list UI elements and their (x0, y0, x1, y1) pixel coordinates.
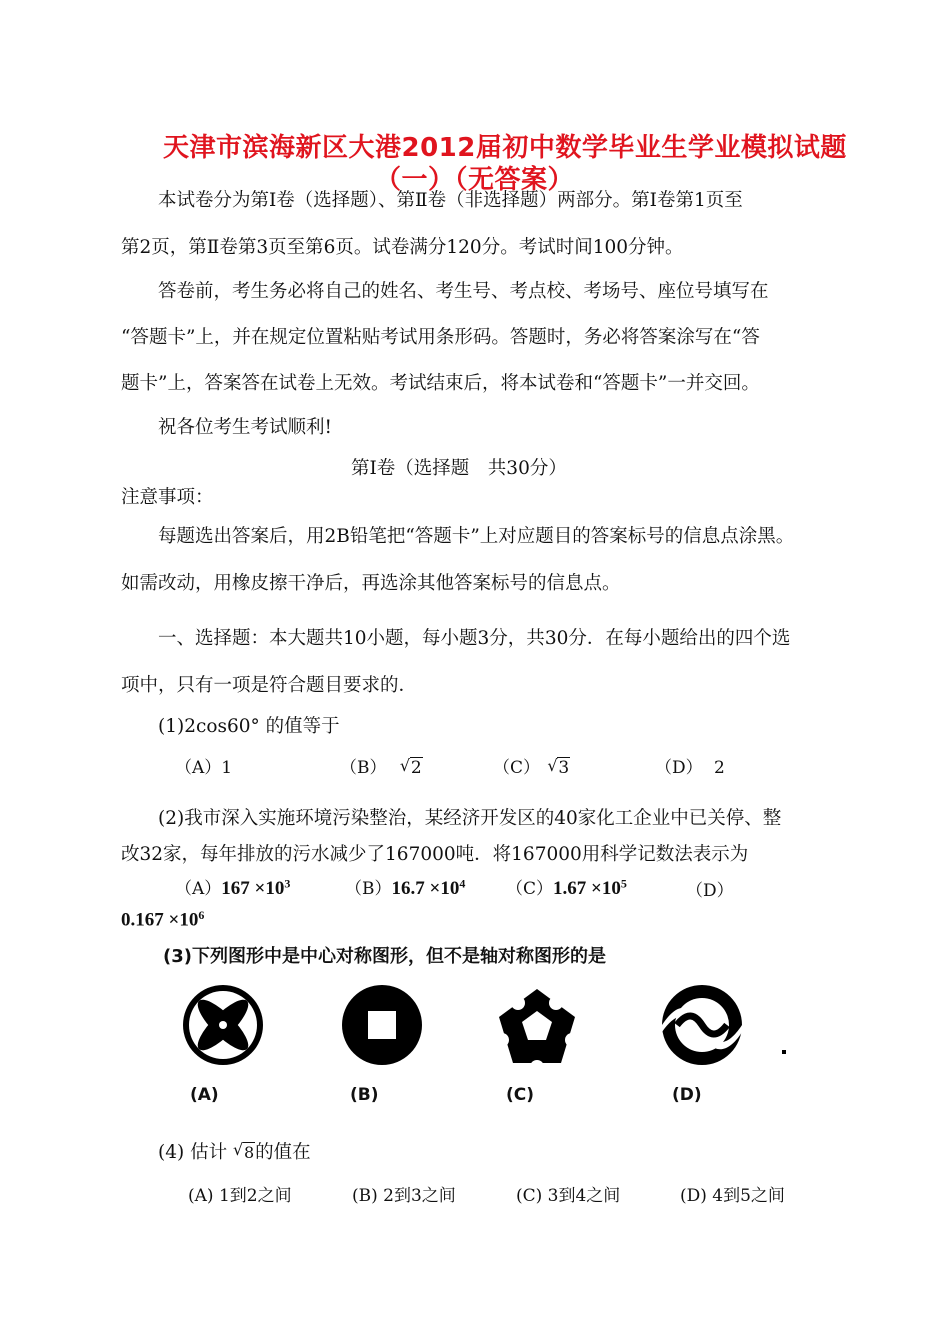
q2-option-d (121, 908, 204, 931)
q2-a-label: （A） (175, 879, 222, 899)
q2-c-label: （C） (506, 879, 554, 899)
q1-option-a (175, 753, 232, 778)
notes-line2: 如需改动，用橡皮擦干净后，再选涂其他答案标号的信息点。 (121, 573, 621, 594)
q1-option-d (655, 753, 725, 778)
q3-label-d: (D) (672, 1085, 702, 1105)
q2-b-exp: 4 (459, 876, 466, 891)
q1-c-label: （C） (493, 758, 541, 778)
document-title-line1: 天津市滨海新区大港2012届初中数学毕业生学业模拟试题 (163, 133, 847, 163)
q2-d-base: 0.167 ×10 (121, 909, 199, 931)
q4-stem-pre: (4) 估计 (158, 1142, 228, 1163)
q4-radicand: 8 (243, 1143, 255, 1162)
q3-figure-c (495, 985, 579, 1069)
stray-dot (782, 1050, 786, 1054)
intro-p1-line1: 本试卷分为第Ⅰ卷（选择题）、第Ⅱ卷（非选择题）两部分。第Ⅰ卷第1页至 (158, 190, 743, 211)
q3-figure-d (659, 982, 745, 1068)
figure-b-square (368, 1011, 396, 1039)
q1-option-b (340, 753, 423, 778)
q3-stem: (3)下列图形中是中心对称图形，但不是轴对称图形的是 (163, 946, 606, 967)
intro-p1-line2: 第2页，第Ⅱ卷第3页至第6页。试卷满分120分。考试时间100分钟。 (121, 237, 684, 258)
part1-line2: 项中，只有一项是符合题目要求的． (121, 675, 418, 696)
section-heading: 第Ⅰ卷（选择题 共30分） (351, 458, 567, 479)
q1-option-c (493, 753, 570, 778)
q1-c-sqrt: √ 3 (547, 756, 570, 778)
q1-d-value: 2 (714, 758, 725, 778)
intro-p2-line2: “答题卡”上，并在规定位置粘贴考试用条形码。答题时，务必将答案涂写在“答 (121, 327, 760, 348)
q3-label-a: (A) (190, 1085, 219, 1105)
q2-a-exp: 3 (284, 876, 291, 891)
q2-stem-line1: (2)我市深入实施环境污染整治，某经济开发区的40家化工企业中已关停、整 (158, 808, 782, 829)
q3-label-c: (C) (506, 1085, 535, 1105)
q1-c-radicand: 3 (558, 758, 570, 778)
q2-d-exp: 6 (198, 908, 205, 922)
q4-sqrt: √ 8 (232, 1140, 255, 1162)
q2-option-a (175, 874, 290, 900)
q2-c-exp: 5 (620, 876, 627, 891)
q1-b-sqrt: √ 2 (399, 756, 422, 778)
q2-option-c (506, 874, 627, 900)
intro-p2-line1: 答卷前，考生务必将自己的姓名、考生号、考点校、考场号、座位号填写在 (158, 281, 769, 302)
intro-p2-line3: 题卡”上，答案答在试卷上无效。考试结束后，将本试卷和“答题卡”一并交回。 (121, 373, 760, 394)
q2-a-base: 167 ×10 (221, 878, 285, 899)
q1-a-label: （A） (175, 758, 222, 778)
q1-a-value: 1 (221, 758, 233, 778)
q4-option-b: (B) 2到3之间 (352, 1186, 456, 1206)
q3-label-b: (B) (350, 1085, 379, 1105)
q4-option-a: (A) 1到2之间 (188, 1186, 292, 1206)
q4-option-d: (D) 4到5之间 (680, 1186, 785, 1206)
document-title-line2: （一）（无答案） (375, 165, 575, 195)
part1-line1: 一、选择题：本大题共10小题，每小题3分，共30分．在每小题给出的四个选 (158, 628, 791, 649)
q2-stem-line2: 改32家，每年排放的污水减少了167000吨．将167000用科学记数法表示为 (121, 844, 749, 865)
q2-d-label: （D） (686, 881, 734, 901)
q3-figure-a (180, 982, 266, 1068)
q1-stem: (1)2cos60° 的值等于 (158, 716, 340, 737)
q2-c-base: 1.67 ×10 (553, 878, 621, 899)
q2-b-label: （B） (345, 879, 392, 899)
figure-a-center (219, 1021, 227, 1029)
q4-stem (158, 1138, 311, 1164)
intro-p3: 祝各位考生考试顺利! (158, 417, 332, 438)
q4-stem-post: 的值在 (255, 1142, 311, 1163)
q4-option-c: (C) 3到4之间 (516, 1186, 621, 1206)
q2-option-b (345, 874, 465, 900)
notes-line1: 每题选出答案后，用2B铅笔把“答题卡”上对应题目的答案标号的信息点涂黑。 (158, 526, 795, 547)
notes-label: 注意事项： (121, 487, 214, 508)
q1-b-label: （B） (340, 758, 387, 778)
q1-d-label: （D） (655, 758, 703, 778)
q2-b-base: 16.7 ×10 (391, 878, 460, 899)
q3-figure-b (339, 982, 425, 1068)
q1-b-radicand: 2 (410, 758, 422, 778)
